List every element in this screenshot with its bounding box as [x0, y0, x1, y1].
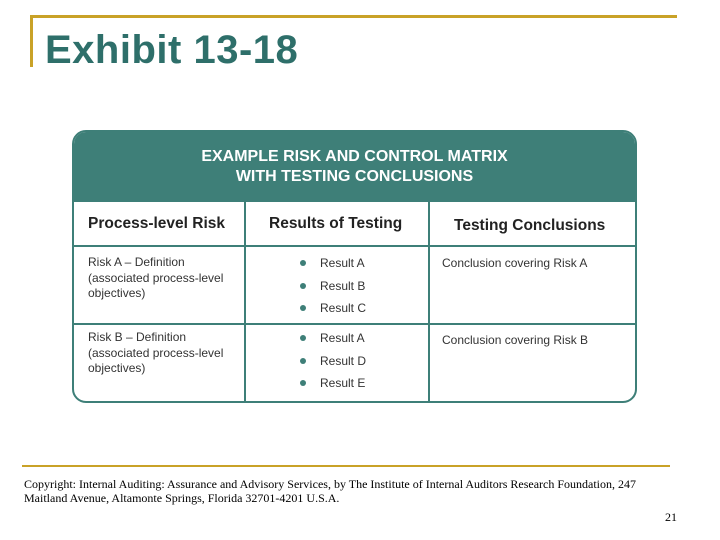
bullet-icon	[300, 335, 306, 341]
row-divider	[74, 323, 635, 325]
risk-b-conclusion: Conclusion covering Risk B	[442, 333, 589, 347]
bullet-icon	[300, 283, 306, 289]
risk-a-objectives-line: (associated process-level	[88, 270, 224, 285]
list-item	[300, 327, 366, 350]
bullet-icon	[300, 260, 306, 266]
result-label: Result D	[320, 353, 367, 368]
list-item	[300, 372, 366, 395]
result-label: Result E	[320, 376, 366, 391]
risk-a-definition: Risk A – Definition	[88, 255, 185, 269]
result-label: Result B	[320, 278, 366, 293]
risk-a-conclusion: Conclusion covering Risk A	[442, 256, 588, 270]
list-item	[300, 297, 366, 320]
risk-b-cell	[88, 330, 223, 377]
column-divider	[244, 202, 246, 401]
risk-b-results-list	[300, 327, 366, 395]
matrix-title-line-1: EXAMPLE RISK AND CONTROL MATRIX	[201, 148, 508, 165]
risk-a-objectives-end: objectives)	[88, 286, 146, 300]
risk-a-results-list	[300, 252, 366, 320]
matrix-title	[74, 132, 635, 202]
bullet-icon	[300, 305, 306, 311]
header-process-level-risk: Process-level Risk	[88, 214, 226, 232]
matrix-title-line-2: WITH TESTING CONCLUSIONS	[235, 168, 474, 185]
list-item	[300, 275, 366, 298]
list-item	[300, 252, 366, 275]
header-testing-conclusions: Testing Conclusions	[454, 216, 606, 234]
slide-title: Exhibit 13-18	[45, 28, 299, 72]
list-item	[300, 350, 366, 373]
risk-b-definition: Risk B – Definition	[88, 330, 187, 344]
result-label: Result A	[320, 256, 365, 271]
bullet-icon	[300, 380, 306, 386]
bullet-icon	[300, 358, 306, 364]
page-number: 21	[665, 510, 677, 524]
matrix-grid	[74, 202, 635, 401]
top-rule	[30, 15, 677, 18]
column-divider	[428, 202, 430, 401]
bottom-rule	[22, 465, 670, 467]
result-label: Result C	[320, 301, 367, 316]
copyright-notice: Copyright: Internal Auditing: Assurance and Advisory Services, by The Institute of Internal Auditors Research Foundation, 247 Maitland Avenue, Altamonte Springs, Florida 32701-4201 U.S.A.	[24, 477, 637, 505]
left-rule	[30, 15, 33, 67]
risk-control-matrix	[72, 130, 637, 403]
risk-a-cell	[88, 255, 223, 302]
header-results-of-testing: Results of Testing	[269, 214, 403, 232]
result-label: Result A	[320, 331, 365, 346]
risk-b-objectives-end: objectives)	[88, 361, 146, 375]
risk-b-objectives-line: (associated process-level	[88, 345, 224, 360]
